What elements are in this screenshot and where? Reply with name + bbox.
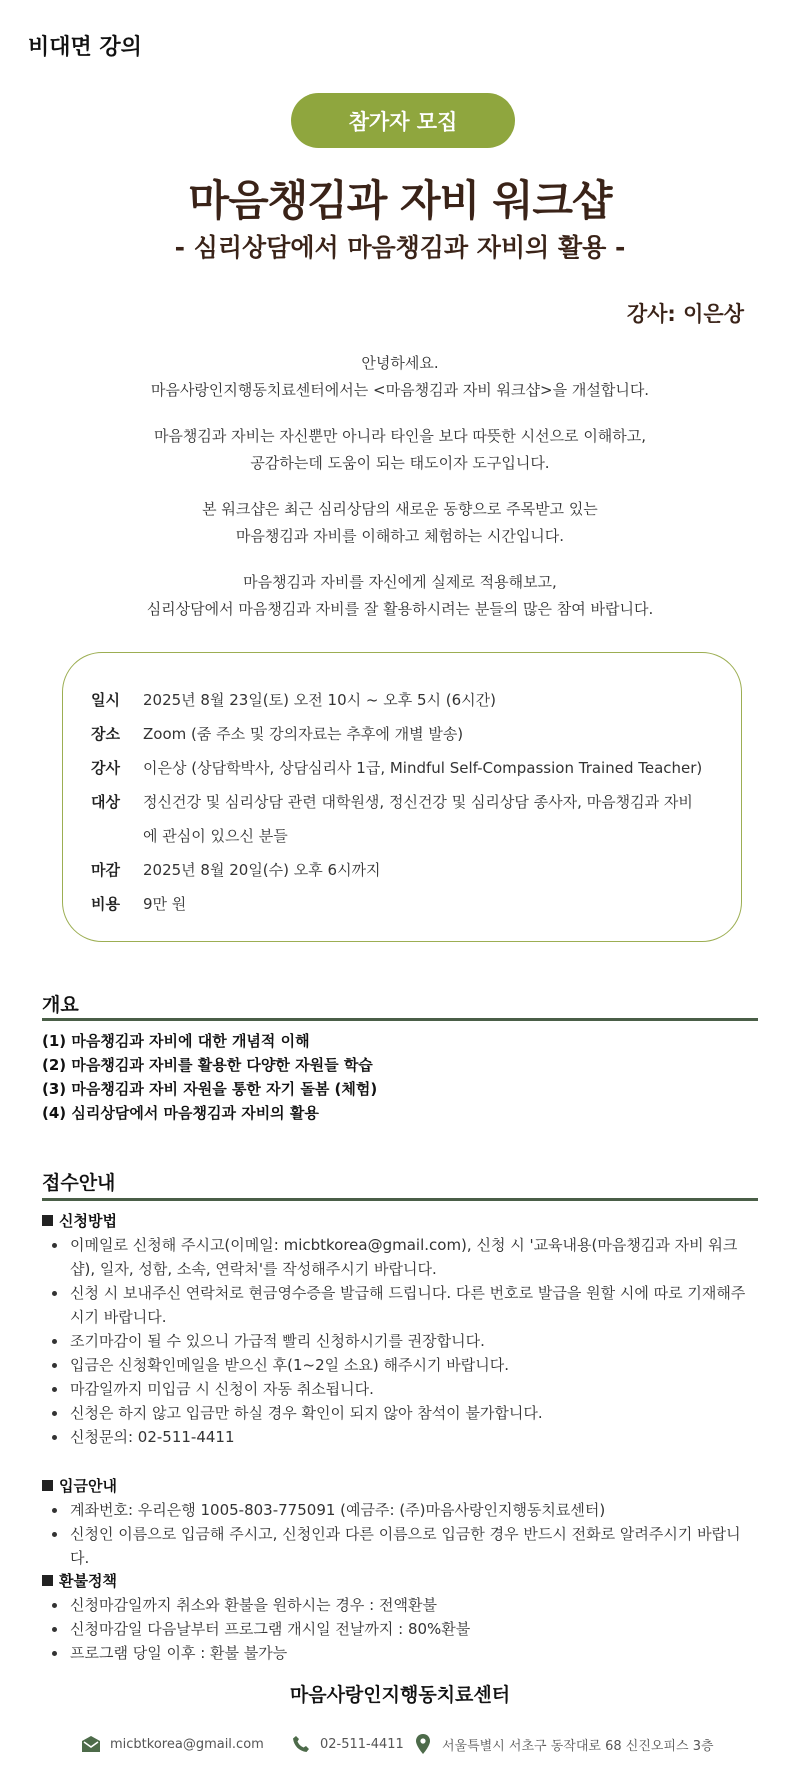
intro-line: 마음사랑인지행동치료센터에서는 <마음챙김과 자비 워크샵>을 개설합니다. bbox=[150, 381, 650, 399]
page-subtitle: - 심리상담에서 마음챙김과 자비의 활용 - bbox=[174, 233, 626, 262]
intro-paragraph bbox=[0, 423, 800, 477]
refund-list bbox=[42, 1593, 758, 1665]
intro-line: 심리상담에서 마음챙김과 자비를 잘 활용하시려는 분들의 많은 참여 바랍니다. bbox=[146, 600, 654, 618]
overview-divider bbox=[42, 1018, 758, 1021]
info-row-place bbox=[91, 717, 703, 751]
intro-line: 공감하는데 도움이 되는 태도이자 도구입니다. bbox=[250, 454, 550, 472]
overview-item: (4) 심리상담에서 마음챙김과 자비의 활용 bbox=[42, 1104, 319, 1122]
org-name: 마음사랑인지행동치료센터 bbox=[289, 1684, 511, 1706]
info-value: 9만 원 bbox=[143, 895, 187, 913]
intro-paragraph bbox=[0, 496, 800, 550]
info-row-date bbox=[91, 683, 703, 717]
info-value: 2025년 8월 20일(수) 오후 6시까지 bbox=[143, 861, 381, 879]
intro-paragraph bbox=[0, 350, 800, 404]
info-value: 이은상 (상담학박사, 상담심리사 1급, Mindful Self-Compassion Trained Teacher) bbox=[143, 759, 703, 777]
intro-line: 본 워크샵은 최근 심리상담의 새로운 동향으로 주목받고 있는 bbox=[202, 500, 598, 518]
payment-heading-label: 입금안내 bbox=[59, 1477, 117, 1495]
info-value: 정신건강 및 심리상담 관련 대학원생, 정신건강 및 심리상담 종사자, 마음챙김과 자비에 관심이 있으신 분들 bbox=[143, 793, 693, 845]
info-label: 일시 bbox=[91, 691, 120, 709]
list-item: 신청은 하지 않고 입금만 하실 경우 확인이 되지 않아 참석이 불가합니다. bbox=[42, 1401, 758, 1425]
info-label: 마감 bbox=[91, 861, 120, 879]
intro-line: 안녕하세요. bbox=[361, 354, 439, 372]
info-value: 2025년 8월 23일(토) 오전 10시 ~ 오후 5시 (6시간) bbox=[143, 691, 496, 709]
list-item: 프로그램 당일 이후 : 환불 불가능 bbox=[42, 1641, 758, 1665]
registration-divider bbox=[42, 1198, 758, 1201]
footer-address bbox=[412, 1730, 714, 1758]
intro-line: 마음챙김과 자비를 자신에게 실제로 적용해보고, bbox=[243, 573, 557, 591]
payment-list bbox=[42, 1498, 758, 1570]
info-row-fee bbox=[91, 887, 703, 921]
footer-address-text: 서울특별시 서초구 동작대로 68 신진오피스 3층 bbox=[442, 1738, 714, 1754]
phone-icon bbox=[290, 1733, 312, 1755]
intro-text bbox=[0, 350, 800, 642]
list-item: 이메일로 신청해 주시고(이메일: micbtkorea@gmail.com), 신청 시 '교육내용(마음챙김과 자비 워크샵), 일자, 성함, 소속, 연락처'를 작성해주시기 바랍니다. bbox=[42, 1233, 758, 1281]
info-row-instructor bbox=[91, 751, 703, 785]
info-value: Zoom (줌 주소 및 강의자료는 추후에 개별 발송) bbox=[143, 725, 464, 743]
location-pin-icon bbox=[412, 1733, 434, 1755]
square-bullet-icon bbox=[42, 1480, 53, 1491]
info-label: 대상 bbox=[91, 793, 120, 811]
square-bullet-icon bbox=[42, 1215, 53, 1226]
recruit-badge: 참가자 모집 bbox=[291, 93, 515, 148]
overview-list bbox=[42, 1029, 377, 1125]
refund-heading bbox=[42, 1570, 117, 1591]
intro-line: 마음챙김과 자비를 이해하고 체험하는 시간입니다. bbox=[235, 527, 565, 545]
overview-item: (3) 마음챙김과 자비 자원을 통한 자기 돌봄 (체험) bbox=[42, 1080, 378, 1098]
page-title: 마음챙김과 자비 워크샵 bbox=[188, 176, 612, 225]
list-item: 신청마감일 다음날부터 프로그램 개시일 전날까지 : 80%환불 bbox=[42, 1617, 758, 1641]
intro-paragraph bbox=[0, 569, 800, 623]
info-label: 비용 bbox=[91, 895, 120, 913]
list-item: 신청인 이름으로 입금해 주시고, 신청인과 다른 이름으로 입금한 경우 반드시 전화로 알려주시기 바랍니다. bbox=[42, 1522, 758, 1570]
list-item: 조기마감이 될 수 있으니 가급적 빨리 신청하시기를 권장합니다. bbox=[42, 1329, 758, 1353]
overview-title: 개요 bbox=[42, 994, 79, 1016]
footer-email-text: micbtkorea@gmail.com bbox=[110, 1736, 264, 1752]
footer-phone-text: 02-511-4411 bbox=[320, 1736, 404, 1752]
overview-item: (2) 마음챙김과 자비를 활용한 다양한 자원들 학습 bbox=[42, 1056, 373, 1074]
course-type-tag: 비대면 강의 bbox=[28, 35, 142, 60]
info-label: 강사 bbox=[91, 759, 120, 777]
list-item: 입금은 신청확인메일을 받으신 후(1~2일 소요) 해주시기 바랍니다. bbox=[42, 1353, 758, 1377]
info-row-target bbox=[91, 785, 703, 853]
info-box bbox=[62, 652, 742, 942]
method-heading-label: 신청방법 bbox=[59, 1212, 117, 1230]
instructor-label: 강사: 이은상 bbox=[626, 302, 744, 326]
method-heading bbox=[42, 1210, 117, 1231]
method-list bbox=[42, 1233, 758, 1449]
mail-icon bbox=[80, 1733, 102, 1755]
info-row-deadline bbox=[91, 853, 703, 887]
registration-title: 접수안내 bbox=[42, 1172, 116, 1194]
refund-heading-label: 환불정책 bbox=[59, 1572, 117, 1590]
square-bullet-icon bbox=[42, 1575, 53, 1586]
list-item: 신청문의: 02-511-4411 bbox=[42, 1425, 758, 1449]
footer-email[interactable] bbox=[80, 1730, 264, 1758]
footer-phone[interactable] bbox=[290, 1730, 404, 1758]
list-item: 계좌번호: 우리은행 1005-803-775091 (예금주: (주)마음사랑인지행동치료센터) bbox=[42, 1498, 758, 1522]
payment-heading bbox=[42, 1475, 117, 1496]
overview-item: (1) 마음챙김과 자비에 대한 개념적 이해 bbox=[42, 1032, 310, 1050]
info-label: 장소 bbox=[91, 725, 120, 743]
intro-line: 마음챙김과 자비는 자신뿐만 아니라 타인을 보다 따뜻한 시선으로 이해하고, bbox=[153, 427, 647, 445]
list-item: 신청 시 보내주신 연락처로 현금영수증을 발급해 드립니다. 다른 번호로 발급을 원할 시에 따로 기재해주시기 바랍니다. bbox=[42, 1281, 758, 1329]
list-item: 마감일까지 미입금 시 신청이 자동 취소됩니다. bbox=[42, 1377, 758, 1401]
list-item: 신청마감일까지 취소와 환불을 원하시는 경우 : 전액환불 bbox=[42, 1593, 758, 1617]
